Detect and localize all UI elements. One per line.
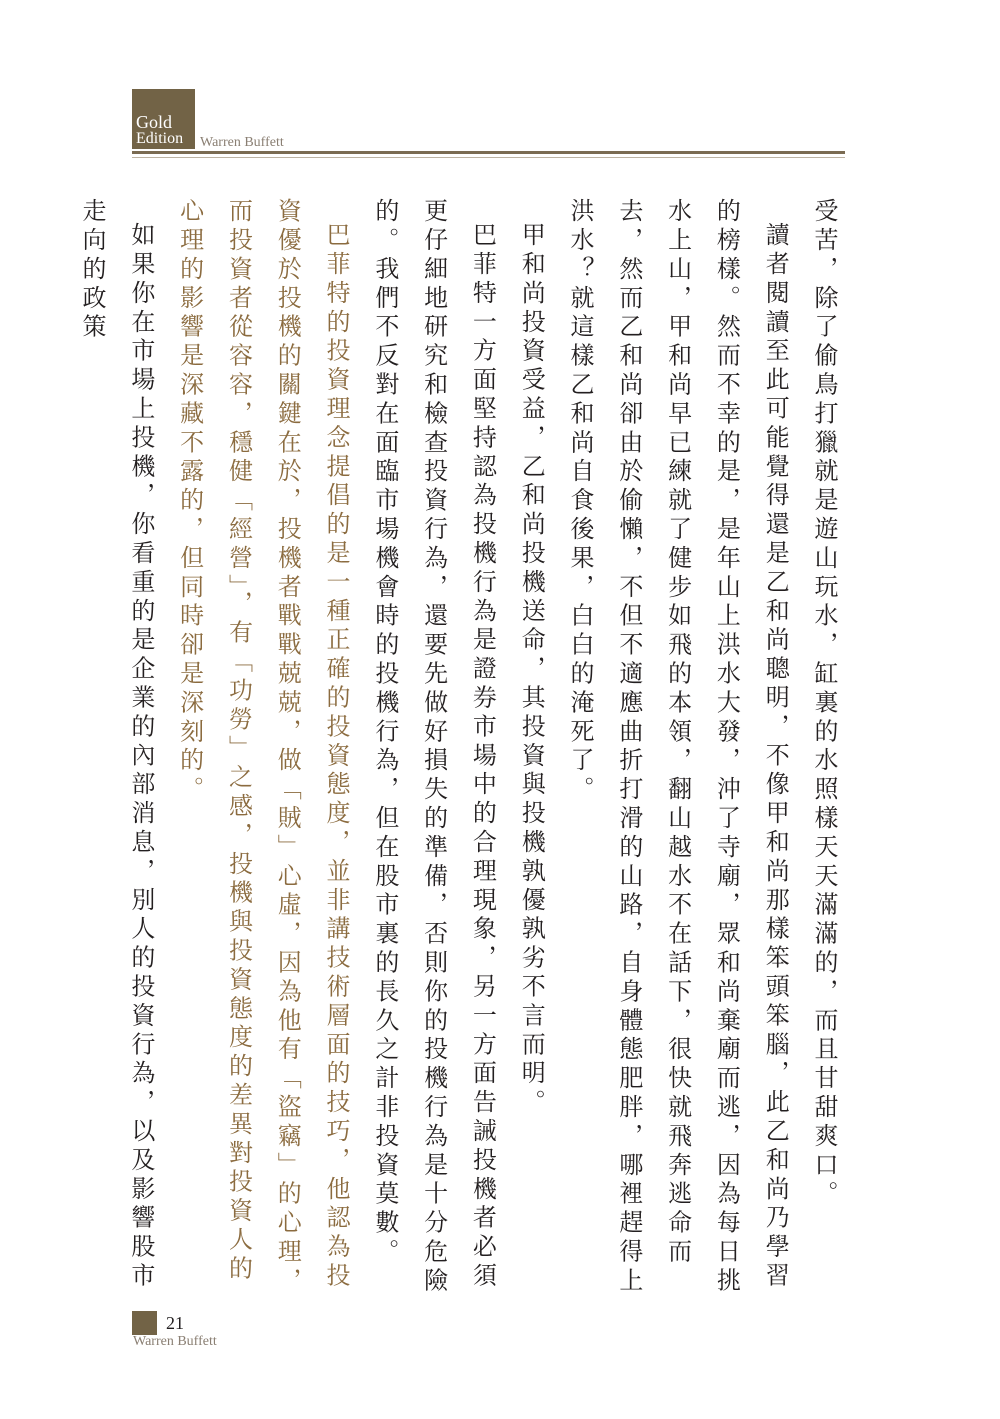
footer-book-title: Warren Buffett: [133, 1334, 217, 1349]
header-divider-thick: [132, 151, 845, 154]
badge-line-gold: Gold: [136, 112, 172, 132]
paragraph-continuation: 受苦，除了偷鳥打獵就是遊山玩水，缸裏的水照樣天天滿滿的，而且甘甜爽口。: [810, 198, 838, 1210]
paragraph-buffett-philosophy: 巴菲特的投資理念提倡的是一種正確的投資態度，並非講技術層面的技巧，他認為投資優於投機的關鍵在於，投機者戰戰兢兢，做「賊」心虛，因為他有「盜竊」的心理，而投資者從容容，穩健「經營」，有「功勞」之感，投機與投資態度的差異對投資人的心理的影響是深藏不露的，但同時卻是深刻的。: [175, 198, 351, 1297]
header-divider-thin: [132, 157, 845, 158]
paragraph-buffett-speculation: 巴菲特一方面堅持認為投機行為是證券市場中的合理現象，另一方面告誡投機者必須更仔細地研究和檢查投資行為，還要先做好損失的準備，否則你的投機行為是十分危險的。我們不反對在面臨市場機會時的投機行為，但在股市裏的長久之計非投資莫數。: [370, 198, 497, 1297]
vertical-body-text: [78, 198, 848, 1298]
paragraph-conclusion: 甲和尚投資受益，乙和尚投機送命，其投資與投機孰優孰劣不言而明。: [517, 222, 546, 1118]
paragraph-if-you-speculate: 如果你在市場上投機，你看重的是企業的內部消息，別人的投資行為，以及影響股市走向的政策: [78, 198, 155, 1292]
paragraph-readers: 讀者閱讀至此可能覺得還是乙和尚聰明，不像甲和尚那樣笨頭笨腦，此乙和尚乃學習的榜樣。然而不幸的是，是年山上洪水大發，沖了寺廟，眾和尚棄廟而逃，因為每日挑水上山，甲和尚早已練就了健步如飛的本領，翻山越水不在話下，很快就飛奔逃命而去，然而乙和尚卻由於偷懶，不但不適應曲折打滑的山路，自身體態肥胖，哪裡趕得上洪水？就這樣乙和尚自食後果，白白的淹死了。: [566, 198, 790, 1297]
edition-badge: [132, 89, 195, 149]
footer-badge: [132, 1311, 157, 1335]
page-number: 21: [166, 1313, 184, 1333]
badge-line-edition: Edition: [136, 130, 184, 147]
header-book-title: Warren Buffett: [200, 135, 284, 150]
